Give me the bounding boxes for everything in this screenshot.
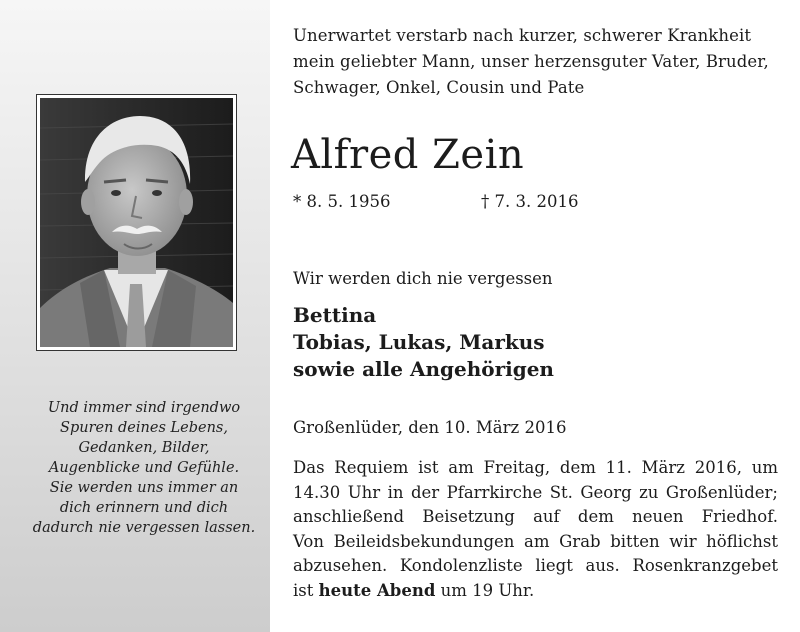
intro-line: Unerwartet verstarb nach kurzer, schwerer Krankheit [293, 26, 752, 45]
portrait-photo [36, 94, 237, 351]
portrait-image [40, 98, 233, 347]
death-date: † 7. 3. 2016 [481, 192, 579, 211]
left-panel [0, 0, 270, 632]
notice-last-prefix: ist [293, 580, 314, 600]
intro-line: mein geliebter Mann, unser herzensguter Vater, Bruder, [293, 52, 769, 71]
quote-line: dadurch nie vergessen lassen. [32, 520, 256, 536]
funeral-notice [293, 456, 778, 603]
deceased-name: Alfred Zein [291, 132, 525, 178]
mourner-line: Bettina [293, 303, 377, 327]
notice-line-last [293, 579, 778, 604]
notice-last-suffix: um 19 Uhr. [440, 580, 535, 600]
motto: Wir werden dich nie vergessen [293, 269, 553, 288]
birth-date: * 8. 5. 1956 [293, 192, 391, 211]
mourner-line: Tobias, Lukas, Markus [293, 330, 545, 354]
notice-line: Das Requiem ist am Freitag, dem 11. März 2016, um [293, 458, 778, 477]
mourners-list [293, 302, 554, 383]
place-date: Großenlüder, den 10. März 2016 [293, 418, 567, 437]
quote-line: Sie werden uns immer an [49, 480, 239, 496]
quote-line: Gedanken, Bilder, [78, 440, 210, 456]
quote-line: Und immer sind irgendwo [47, 400, 241, 416]
quote-line: Spuren deines Lebens, [60, 420, 228, 436]
notice-line: 14.30 Uhr in der Pfarrkirche St. Georg zu Großenlüder; [293, 482, 778, 502]
mourner-line: sowie alle Angehörigen [293, 357, 554, 381]
memorial-quote [14, 398, 274, 538]
intro-line: Schwager, Onkel, Cousin und Pate [293, 78, 585, 97]
quote-line: Augenblicke und Gefühle. [48, 460, 240, 476]
notice-line: abzusehen. Kondolenzliste liegt aus. Rosenkranzgebet [293, 556, 778, 575]
notice-line: anschließend Beisetzung auf dem neuen Friedhof. [293, 507, 778, 526]
intro-text [293, 23, 778, 101]
notice-highlight: heute Abend [318, 580, 436, 600]
life-dates [293, 191, 579, 213]
notice-line: Von Beileidsbekundungen am Grab bitten wir höflichst [293, 531, 778, 551]
quote-line: dich erinnern und dich [59, 500, 229, 516]
